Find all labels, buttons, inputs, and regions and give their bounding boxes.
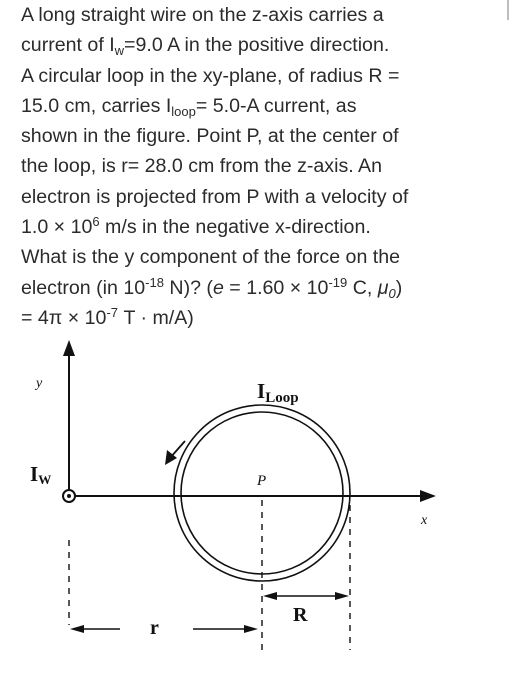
r-left-arrowhead (70, 625, 84, 633)
wire-current-label: IW (30, 462, 52, 487)
radius-label: R (293, 604, 308, 626)
problem-line-4: 15.0 cm, carries $I_{loop}= 5.0-A$ current, as (21, 94, 357, 119)
big-r-right-arrowhead (335, 592, 349, 600)
problem-line-3: A circular loop in the xy-plane, of radius R = (21, 64, 400, 87)
problem-line-9: What is the y component of the force on the (21, 246, 401, 269)
problem-line-1: A long straight wire on the z-axis carries a (21, 4, 384, 26)
problem-line-5: shown in the figure. Point P, at the center of (21, 125, 399, 148)
y-axis-arrowhead (63, 340, 75, 356)
wire-dot (67, 494, 71, 498)
y-axis-label: y (36, 376, 43, 391)
r-right-arrowhead (244, 625, 258, 633)
problem-line-2: current of $I_w=9.0$ A in the positive direction. (21, 34, 390, 59)
problem-line-8: $1.0 \times 10^6$ m/s in the negative x-direction. (21, 214, 371, 239)
problem-line-6: the loop, is r= 28.0 cm from the z-axis. An (21, 155, 383, 178)
r-distance-label: r (150, 617, 159, 639)
x-axis-label: x (421, 513, 428, 528)
loop-current-label: ILoop (257, 379, 299, 406)
big-r-left-arrowhead (263, 592, 277, 600)
problem-line-10: electron (in $10^{-18}$ N)? ($e = 1.60 \times 10^{-19}$ C, $\mu_0$) (21, 274, 403, 301)
center-point-label: P (257, 473, 267, 489)
problem-line-11: = $4\pi \times 10^{-7}$ T · m/A) (21, 304, 194, 329)
loop-outer-ring (174, 405, 350, 581)
x-axis-arrowhead (420, 490, 436, 502)
problem-line-7: electron is projected from P with a velocity of (21, 185, 409, 208)
